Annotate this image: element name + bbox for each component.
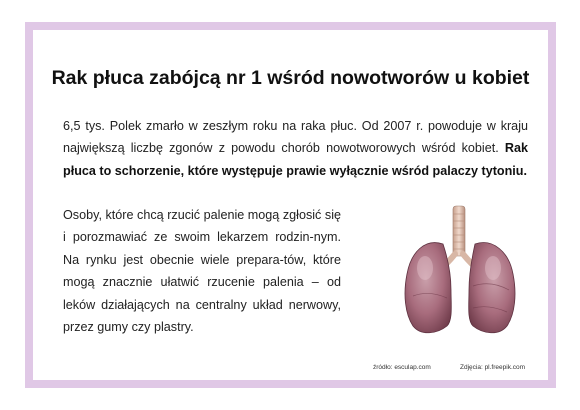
intro-paragraph bbox=[63, 115, 528, 182]
source-credit: źródło: esculap.com bbox=[373, 364, 431, 371]
lungs-illustration bbox=[363, 186, 553, 341]
card-title: Rak płuca zabójcą nr 1 wśród nowotworów u kobiet bbox=[51, 67, 530, 89]
photo-credit: Zdjęcia: pl.freepik.com bbox=[460, 364, 526, 371]
intro-bold-text: Rak płuca to schorzenie, które występuje prawie wyłącznie wśród palaczy tytoniu. bbox=[63, 141, 528, 178]
body-paragraph: Osoby, które chcą rzucić palenie mogą zgłosić się i porozmawiać ze swoim lekarzem rodzin-nym. Na rynku jest obecnie wiele prepara-tów, które mogą znacznie ułatwić rzucenie palenia – od leków działających na centralny układ nerwowy, przez gumy czy plastry. bbox=[63, 208, 341, 335]
intro-text: 6,5 tys. Polek zmarło w zeszłym roku na raka płuc. Od 2007 r. powoduje w kraju największą liczbę zgonów z powodu chorób nowotworowych wśród kobiet. bbox=[63, 119, 528, 156]
info-card bbox=[25, 22, 556, 388]
